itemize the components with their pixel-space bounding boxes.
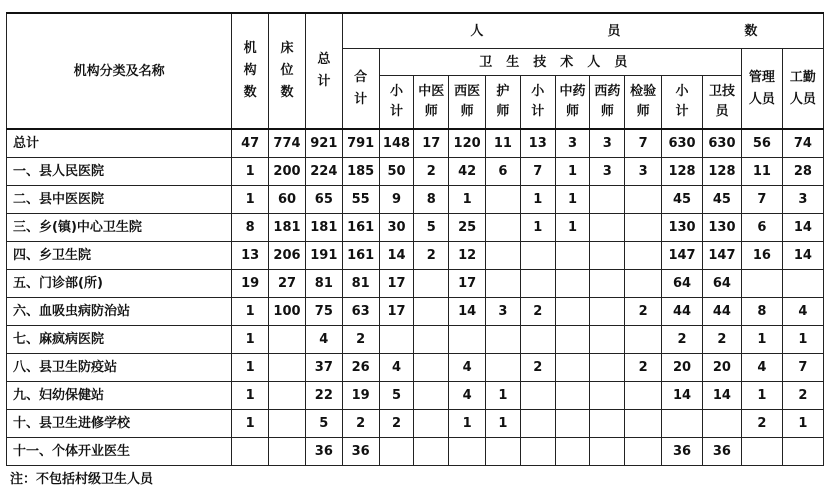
- table-cell: 14: [449, 298, 486, 326]
- table-cell: [520, 242, 555, 270]
- table-cell: 14: [662, 382, 703, 410]
- table-cell: 36: [662, 438, 703, 466]
- table-cell: 36: [703, 438, 742, 466]
- table-cell: 5: [305, 410, 342, 438]
- table-cell: 2: [782, 382, 823, 410]
- row-name: 总计: [7, 129, 232, 158]
- table-cell: 7: [741, 186, 782, 214]
- table-cell: 14: [782, 214, 823, 242]
- table-cell: [625, 326, 662, 354]
- table-cell: [741, 270, 782, 298]
- table-cell: [414, 270, 449, 298]
- table-cell: 6: [486, 158, 521, 186]
- table-cell: 191: [305, 242, 342, 270]
- table-cell: 4: [449, 382, 486, 410]
- table-cell: [555, 438, 590, 466]
- table-cell: 630: [662, 129, 703, 158]
- table-cell: 4: [449, 354, 486, 382]
- table-cell: 45: [662, 186, 703, 214]
- table-cell: 100: [269, 298, 306, 326]
- table-cell: 30: [379, 214, 414, 242]
- table-cell: 1: [555, 214, 590, 242]
- table-cell: 20: [703, 354, 742, 382]
- table-cell: 13: [232, 242, 269, 270]
- table-cell: [741, 438, 782, 466]
- table-cell: [232, 438, 269, 466]
- table-cell: 42: [449, 158, 486, 186]
- table-cell: 55: [342, 186, 379, 214]
- table-cell: [520, 438, 555, 466]
- table-cell: 4: [782, 298, 823, 326]
- table-cell: [449, 326, 486, 354]
- table-cell: 65: [305, 186, 342, 214]
- table-cell: 14: [703, 382, 742, 410]
- table-cell: 921: [305, 129, 342, 158]
- table-cell: 630: [703, 129, 742, 158]
- table-cell: 206: [269, 242, 306, 270]
- table-cell: [486, 214, 521, 242]
- table-cell: [269, 326, 306, 354]
- table-cell: [414, 410, 449, 438]
- table-cell: [590, 270, 625, 298]
- table-cell: [555, 382, 590, 410]
- table-cell: 1: [232, 354, 269, 382]
- table-cell: 5: [379, 382, 414, 410]
- table-cell: 2: [414, 242, 449, 270]
- table-cell: [414, 326, 449, 354]
- table-cell: [703, 410, 742, 438]
- header-sub-col: 西药 师: [590, 76, 625, 130]
- table-cell: [625, 214, 662, 242]
- table-cell: [662, 410, 703, 438]
- table-cell: 9: [379, 186, 414, 214]
- table-cell: 147: [662, 242, 703, 270]
- header-weisheng-jishu: 卫生技术人员: [379, 49, 741, 76]
- table-cell: 1: [486, 382, 521, 410]
- table-cell: 2: [342, 326, 379, 354]
- table-cell: 74: [782, 129, 823, 158]
- table-cell: 1: [782, 410, 823, 438]
- table-cell: 4: [741, 354, 782, 382]
- table-cell: 44: [703, 298, 742, 326]
- table-row: [7, 242, 824, 270]
- table-cell: 17: [379, 270, 414, 298]
- table-cell: 19: [232, 270, 269, 298]
- table-footnote: 注：不包括村级卫生人员: [10, 472, 154, 487]
- table-cell: 1: [741, 326, 782, 354]
- table-cell: 17: [414, 129, 449, 158]
- header-sub-col: 中药 师: [555, 76, 590, 130]
- table-row: [7, 129, 824, 158]
- table-cell: 7: [782, 354, 823, 382]
- table-cell: [520, 410, 555, 438]
- table-cell: [590, 186, 625, 214]
- table-cell: 5: [414, 214, 449, 242]
- table-cell: 1: [449, 186, 486, 214]
- table-cell: 2: [625, 354, 662, 382]
- row-name: 十、县卫生进修学校: [7, 410, 232, 438]
- table-cell: [520, 270, 555, 298]
- table-cell: 64: [703, 270, 742, 298]
- table-cell: 1: [232, 158, 269, 186]
- table-cell: 25: [449, 214, 486, 242]
- header-chuangwei-shu: 床 位 数: [269, 13, 306, 129]
- table-cell: 19: [342, 382, 379, 410]
- header-sub-col: 小 计: [520, 76, 555, 130]
- table-cell: 2: [414, 158, 449, 186]
- table-cell: 44: [662, 298, 703, 326]
- table-cell: 128: [662, 158, 703, 186]
- table-cell: 14: [782, 242, 823, 270]
- table-cell: 16: [741, 242, 782, 270]
- table-cell: 14: [379, 242, 414, 270]
- table-cell: [625, 410, 662, 438]
- table-cell: [269, 410, 306, 438]
- header-guanli: 管理 人员: [741, 49, 782, 130]
- table-cell: 36: [305, 438, 342, 466]
- table-cell: [486, 438, 521, 466]
- table-cell: 11: [741, 158, 782, 186]
- table-cell: [782, 438, 823, 466]
- table-cell: 3: [555, 129, 590, 158]
- table-cell: 3: [486, 298, 521, 326]
- table-cell: 1: [486, 410, 521, 438]
- table-cell: 3: [782, 186, 823, 214]
- table-cell: 20: [662, 354, 703, 382]
- table-cell: 130: [662, 214, 703, 242]
- table-cell: [625, 270, 662, 298]
- row-name: 三、乡(镇)中心卫生院: [7, 214, 232, 242]
- table-cell: [520, 326, 555, 354]
- table-cell: 3: [590, 158, 625, 186]
- table-cell: [486, 186, 521, 214]
- table-cell: 2: [703, 326, 742, 354]
- row-name: 一、县人民医院: [7, 158, 232, 186]
- table-cell: 2: [662, 326, 703, 354]
- row-name: 五、门诊部(所): [7, 270, 232, 298]
- header-sub-col: 中医 师: [414, 76, 449, 130]
- header-sub-col: 检验 师: [625, 76, 662, 130]
- table-cell: 8: [232, 214, 269, 242]
- table-cell: 185: [342, 158, 379, 186]
- table-cell: [520, 382, 555, 410]
- table-cell: 81: [342, 270, 379, 298]
- table-cell: 2: [741, 410, 782, 438]
- table-cell: [486, 326, 521, 354]
- table-cell: 47: [232, 129, 269, 158]
- table-cell: 2: [625, 298, 662, 326]
- table-cell: [379, 326, 414, 354]
- table-cell: 7: [625, 129, 662, 158]
- table-cell: [590, 438, 625, 466]
- table-cell: 2: [379, 410, 414, 438]
- table-wrapper: [6, 12, 824, 466]
- table-row: [7, 438, 824, 466]
- table-cell: 161: [342, 242, 379, 270]
- table-cell: [414, 354, 449, 382]
- header-jigou-shu: 机 构 数: [232, 13, 269, 129]
- table-cell: 1: [232, 382, 269, 410]
- table-cell: 791: [342, 129, 379, 158]
- table-cell: 4: [379, 354, 414, 382]
- header-name-col: 机构分类及名称: [7, 13, 232, 129]
- table-cell: 1: [232, 186, 269, 214]
- table-cell: 161: [342, 214, 379, 242]
- table-cell: 774: [269, 129, 306, 158]
- table-cell: 181: [305, 214, 342, 242]
- statistics-table: [6, 12, 824, 466]
- table-cell: 1: [555, 186, 590, 214]
- table-cell: 81: [305, 270, 342, 298]
- table-cell: 1: [232, 410, 269, 438]
- table-cell: [590, 242, 625, 270]
- table-cell: [590, 214, 625, 242]
- table-cell: [449, 438, 486, 466]
- table-cell: [414, 298, 449, 326]
- table-cell: 50: [379, 158, 414, 186]
- table-cell: 64: [662, 270, 703, 298]
- table-cell: 45: [703, 186, 742, 214]
- table-cell: [590, 410, 625, 438]
- table-cell: [486, 270, 521, 298]
- header-zongji: 总 计: [305, 13, 342, 129]
- row-name: 二、县中医医院: [7, 186, 232, 214]
- table-cell: 27: [269, 270, 306, 298]
- table-cell: 56: [741, 129, 782, 158]
- table-cell: [555, 326, 590, 354]
- table-cell: 13: [520, 129, 555, 158]
- table-cell: 3: [625, 158, 662, 186]
- table-cell: [555, 354, 590, 382]
- header-renyuan-shu: 人 员 数: [342, 13, 823, 49]
- header-sub-col: 小 计: [379, 76, 414, 130]
- row-name: 八、县卫生防疫站: [7, 354, 232, 382]
- table-cell: [269, 438, 306, 466]
- table-row: [7, 298, 824, 326]
- table-cell: [625, 438, 662, 466]
- table-cell: 37: [305, 354, 342, 382]
- table-cell: 181: [269, 214, 306, 242]
- table-cell: 224: [305, 158, 342, 186]
- table-cell: [414, 438, 449, 466]
- table-cell: 1: [520, 214, 555, 242]
- table-cell: [269, 354, 306, 382]
- table-cell: 75: [305, 298, 342, 326]
- table-cell: 2: [520, 298, 555, 326]
- table-row: [7, 158, 824, 186]
- table-cell: 2: [520, 354, 555, 382]
- table-cell: 60: [269, 186, 306, 214]
- table-cell: 120: [449, 129, 486, 158]
- table-cell: [555, 270, 590, 298]
- table-row: [7, 214, 824, 242]
- table-cell: 6: [741, 214, 782, 242]
- table-cell: 12: [449, 242, 486, 270]
- table-cell: 1: [232, 326, 269, 354]
- table-cell: 147: [703, 242, 742, 270]
- table-cell: [414, 382, 449, 410]
- table-cell: 130: [703, 214, 742, 242]
- table-cell: [625, 382, 662, 410]
- table-cell: [590, 326, 625, 354]
- table-cell: 28: [782, 158, 823, 186]
- table-cell: 3: [590, 129, 625, 158]
- table-cell: 1: [520, 186, 555, 214]
- table-row: [7, 382, 824, 410]
- table-cell: 22: [305, 382, 342, 410]
- table-cell: [379, 438, 414, 466]
- table-row: [7, 270, 824, 298]
- table-cell: [590, 354, 625, 382]
- header-sub-col: 西医 师: [449, 76, 486, 130]
- table-cell: 36: [342, 438, 379, 466]
- row-name: 六、血吸虫病防治站: [7, 298, 232, 326]
- table-cell: [625, 242, 662, 270]
- table-row: [7, 186, 824, 214]
- table-cell: 1: [232, 298, 269, 326]
- row-name: 七、麻疯病医院: [7, 326, 232, 354]
- row-name: 十一、个体开业医生: [7, 438, 232, 466]
- table-cell: 8: [414, 186, 449, 214]
- header-gongqin: 工勤 人员: [782, 49, 823, 130]
- table-cell: [486, 242, 521, 270]
- table-cell: 1: [741, 382, 782, 410]
- table-cell: [555, 298, 590, 326]
- header-sub-col: 卫技 员: [703, 76, 742, 130]
- table-row: [7, 326, 824, 354]
- table-cell: 128: [703, 158, 742, 186]
- header-sub-col: 护 师: [486, 76, 521, 130]
- table-cell: [590, 382, 625, 410]
- table-cell: 8: [741, 298, 782, 326]
- table-cell: 200: [269, 158, 306, 186]
- table-cell: 17: [449, 270, 486, 298]
- table-cell: [625, 186, 662, 214]
- table-cell: 7: [520, 158, 555, 186]
- table-cell: 1: [449, 410, 486, 438]
- table-cell: [590, 298, 625, 326]
- table-cell: 11: [486, 129, 521, 158]
- table-row: [7, 410, 824, 438]
- row-name: 四、乡卫生院: [7, 242, 232, 270]
- header-heji: 合 计: [342, 49, 379, 130]
- row-name: 九、妇幼保健站: [7, 382, 232, 410]
- header-sub-col: 小 计: [662, 76, 703, 130]
- table-cell: 1: [782, 326, 823, 354]
- table-cell: 148: [379, 129, 414, 158]
- table-cell: [486, 354, 521, 382]
- table-cell: [269, 382, 306, 410]
- table-row: [7, 354, 824, 382]
- table-cell: 4: [305, 326, 342, 354]
- table-body: [7, 129, 824, 466]
- table-cell: 2: [342, 410, 379, 438]
- table-cell: 1: [555, 158, 590, 186]
- table-cell: 17: [379, 298, 414, 326]
- table-cell: [555, 242, 590, 270]
- table-cell: 63: [342, 298, 379, 326]
- table-cell: 26: [342, 354, 379, 382]
- header-row-1: [7, 13, 824, 49]
- table-cell: [555, 410, 590, 438]
- table-cell: [782, 270, 823, 298]
